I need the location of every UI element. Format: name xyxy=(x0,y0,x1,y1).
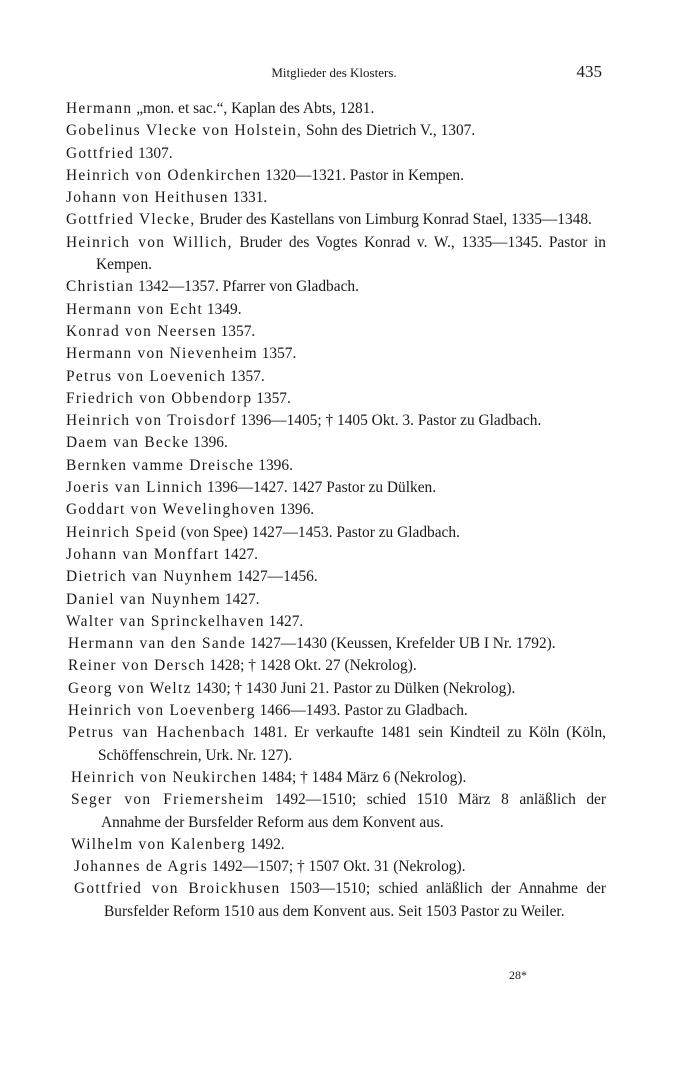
member-entry xyxy=(66,499,606,521)
running-head xyxy=(66,62,602,84)
member-entry xyxy=(66,388,606,410)
member-entry xyxy=(71,767,606,789)
member-details: 1307. xyxy=(134,144,173,162)
member-details: 1492—1507; † 1507 Okt. 31 (Nekrolog). xyxy=(208,858,466,876)
member-name: Gottfried von Broickhusen xyxy=(74,880,281,898)
member-details: Sohn des Dietrich V., 1307. xyxy=(302,122,476,140)
member-details: Bruder des Kastellans von Limburg Konrad Stael, 1335—1348. xyxy=(195,211,592,229)
member-name: Heinrich von Loevenberg xyxy=(68,702,256,720)
member-name: Heinrich von Odenkirchen xyxy=(66,166,262,184)
member-details: 1503—1510; schied anläßlich der Annahme der Bursfelder Reform 1510 aus dem Konvent aus. Seit 1503 Pastor zu Weiler. xyxy=(104,880,606,920)
member-name: Hermann von Echt xyxy=(66,300,204,318)
member-name: Daniel van Nuynhem xyxy=(66,590,222,608)
member-details: 1427—1430 (Keussen, Krefelder UB I Nr. 1792). xyxy=(246,635,556,653)
signature-mark: 28* xyxy=(509,968,527,982)
member-entry xyxy=(74,856,606,878)
member-name: Heinrich von Neukirchen xyxy=(71,768,258,786)
member-details: 1396. xyxy=(254,456,293,474)
member-entry xyxy=(66,187,606,209)
member-entry xyxy=(66,589,606,611)
member-entry xyxy=(66,432,606,454)
member-name: Johann von Heithusen xyxy=(66,189,229,207)
member-name: Gobelinus Vlecke von Holstein, xyxy=(66,122,303,140)
member-entry xyxy=(66,410,606,432)
member-name: Wilhelm von Kalenberg xyxy=(71,835,247,853)
member-name: Heinrich von Willich, xyxy=(66,233,233,251)
member-entry xyxy=(66,120,606,142)
member-entry xyxy=(66,321,606,343)
member-name: Goddart von Wevelinghoven xyxy=(66,501,276,519)
member-details: 1427. xyxy=(264,612,304,630)
member-entry xyxy=(71,789,606,834)
running-title: Mitglieder des Klosters. xyxy=(271,65,397,80)
member-entry xyxy=(74,878,606,923)
member-entry xyxy=(68,655,606,677)
member-details: 1357. xyxy=(216,322,256,340)
member-details: 1427. xyxy=(221,590,260,608)
member-details: 1396—1427. 1427 Pastor zu Dülken. xyxy=(203,479,437,497)
member-details: 1430; † 1430 Juni 21. Pastor zu Dülken (Nekrolog). xyxy=(191,679,516,697)
member-entry xyxy=(66,611,606,633)
member-entry xyxy=(66,143,606,165)
member-entry xyxy=(66,299,606,321)
member-entry xyxy=(71,834,606,856)
member-list xyxy=(66,98,606,923)
member-name: Joeris van Linnich xyxy=(66,479,204,497)
member-entry xyxy=(66,165,606,187)
member-details: „mon. et sac.“, Kaplan des Abts, 1281. xyxy=(132,100,375,117)
member-name: Christian xyxy=(66,278,135,296)
member-name: Friedrich von Obbendorp xyxy=(66,389,253,407)
member-details: 1396. xyxy=(275,501,315,519)
member-details: 1320—1321. Pastor in Kempen. xyxy=(261,166,464,184)
member-details: 1427—1456. xyxy=(233,568,318,586)
member-entry xyxy=(66,522,606,544)
member-entry xyxy=(66,544,606,566)
member-name: Dietrich van Nuynhem xyxy=(66,568,234,586)
member-entry xyxy=(68,678,606,700)
member-name: Heinrich von Troisdorf xyxy=(66,412,237,430)
member-name: Johannes de Agris xyxy=(74,858,209,876)
member-entry xyxy=(66,366,606,388)
member-name: Petrus van Hachenbach xyxy=(68,724,246,742)
member-name: Heinrich Speid xyxy=(66,523,177,541)
member-details: 1484; † 1484 März 6 (Nekrolog). xyxy=(257,768,467,786)
member-entry xyxy=(66,276,606,298)
page-number: 435 xyxy=(576,62,602,81)
member-name: Georg von Weltz xyxy=(68,679,192,697)
member-entry xyxy=(68,633,606,655)
member-details: 1492. xyxy=(246,835,285,853)
member-details: 1357. xyxy=(252,389,291,407)
member-entry xyxy=(66,209,606,231)
member-entry xyxy=(66,232,606,277)
member-details: 1492—1510; schied 1510 März 8 anläßlich der Annahme der Bursfelder Reform aus dem Konvent aus. xyxy=(101,791,606,831)
member-name: Daem van Becke xyxy=(66,434,190,452)
member-name: Bernken vamme Dreische xyxy=(66,456,255,474)
member-name: Hermann xyxy=(66,100,133,117)
member-details: 1427. xyxy=(219,545,258,563)
member-name: Konrad von Neersen xyxy=(66,322,217,340)
member-name: Johann van Monffart xyxy=(66,545,220,563)
member-name: Hermann van den Sande xyxy=(68,635,247,653)
member-name: Gottfried xyxy=(66,144,135,162)
member-details: 1428; † 1428 Okt. 27 (Nekrolog). xyxy=(205,657,417,675)
member-entry xyxy=(66,455,606,477)
member-name: Petrus von Loevenich xyxy=(66,367,227,385)
member-details: 1396—1405; † 1405 Okt. 3. Pastor zu Gladbach. xyxy=(236,412,542,430)
member-entry xyxy=(66,477,606,499)
member-name: Walter van Sprinckelhaven xyxy=(66,612,265,630)
member-details: 1357. xyxy=(226,367,265,385)
member-details: (von Spee) 1427—1453. Pastor zu Gladbach. xyxy=(176,523,460,541)
member-name: Reiner von Dersch xyxy=(68,657,206,675)
member-entry xyxy=(68,700,606,722)
member-entry xyxy=(66,343,606,365)
member-details: 1466—1493. Pastor zu Gladbach. xyxy=(255,702,468,720)
member-name: Hermann von Nievenheim xyxy=(66,345,258,363)
member-name: Gottfried Vlecke, xyxy=(66,211,196,229)
member-details: 1342—1357. Pfarrer von Gladbach. xyxy=(134,278,359,296)
member-details: 1357. xyxy=(257,345,297,363)
member-details: 1331. xyxy=(228,189,268,207)
member-entry xyxy=(66,566,606,588)
member-details: 1396. xyxy=(189,434,228,452)
member-details: 1349. xyxy=(203,300,242,318)
member-entry xyxy=(66,98,606,120)
member-details: 1481. Er verkaufte 1481 sein Kindteil zu Köln (Köln, Schöffenschrein, Urk. Nr. 127). xyxy=(98,724,606,764)
member-entry xyxy=(68,722,606,767)
member-name: Seger von Friemersheim xyxy=(71,791,265,809)
member-details: Bruder des Vogtes Konrad v. W., 1335—1345. Pastor in Kempen. xyxy=(96,233,606,274)
